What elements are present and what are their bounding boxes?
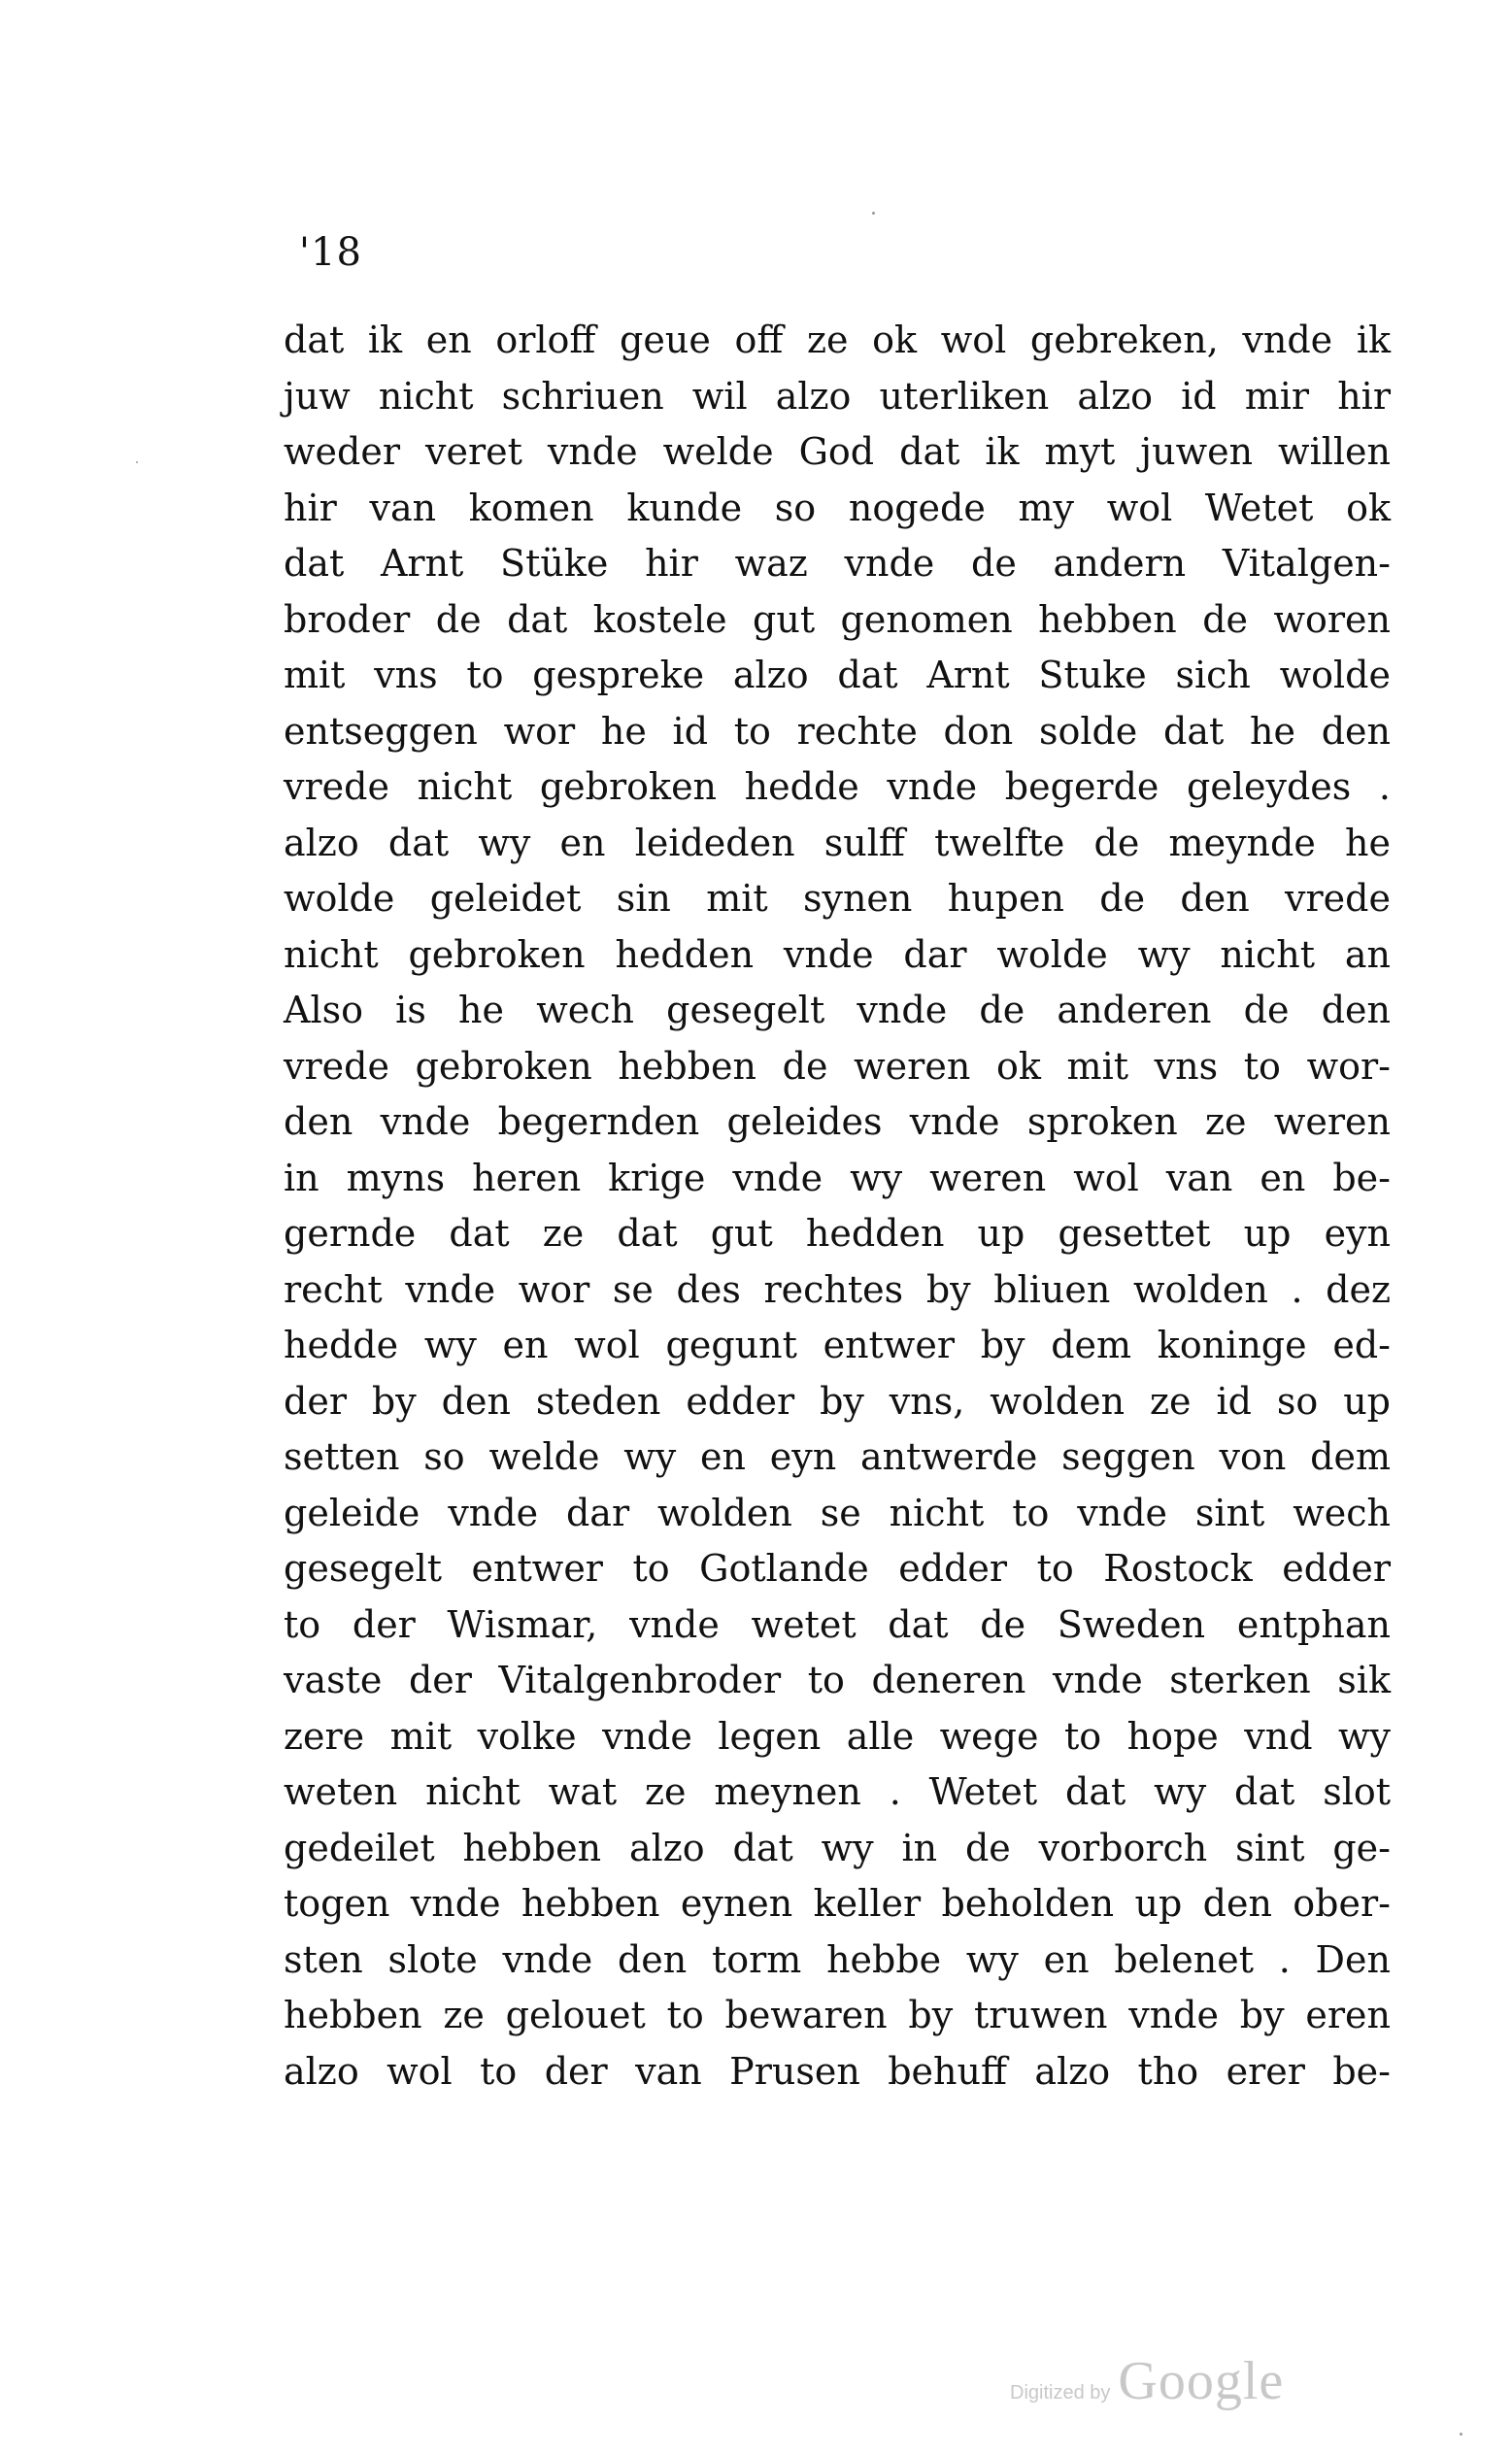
text-line: hedde wy en wol gegunt entwer by dem koninge ed-	[284, 1324, 1391, 1366]
text-line: entseggen wor he id to rechte don solde dat he den	[284, 709, 1391, 753]
text-line: weder veret vnde welde God dat ik myt juwen willen	[284, 430, 1391, 473]
text-line: dat ik en orloff geue off ze ok wol gebreken, vnde ik	[284, 319, 1391, 361]
text-line: broder de dat kostele gut genomen hebben de woren	[284, 597, 1391, 641]
text-line: vaste der Vitalgenbroder to deneren vnde sterken sik	[284, 1659, 1391, 1701]
text-line: setten so welde wy en eyn antwerde seggen von dem	[284, 1435, 1391, 1478]
watermark-prefix: Digitized by	[1010, 2382, 1111, 2404]
text-line: alzo wol to der van Prusen behuff alzo tho erer be-	[284, 2049, 1391, 2093]
google-logo: Google	[1118, 2351, 1285, 2411]
text-line: gesegelt entwer to Gotlande edder to Rostock edder	[284, 1547, 1391, 1590]
text-line: gernde dat ze dat gut hedden up gesettet up eyn	[284, 1212, 1391, 1255]
text-line: sten slote vnde den torm hebbe wy en belenet . Den	[284, 1937, 1391, 1981]
text-line: geleide vnde dar wolden se nicht to vnde sint wech	[284, 1491, 1391, 1534]
text-line: hir van komen kunde so nogede my wol Wetet ok	[284, 486, 1391, 529]
page-number: '18	[299, 230, 362, 275]
text-line: weten nicht wat ze meynen . Wetet dat wy dat slot	[284, 1770, 1391, 1813]
text-line: den vnde begernden geleides vnde sproken ze weren	[284, 1100, 1391, 1143]
text-line: in myns heren krige vnde wy weren wol van en be-	[284, 1156, 1391, 1199]
text-line: Also is he wech gesegelt vnde de anderen de den	[284, 989, 1391, 1031]
text-line: der by den steden edder by vns, wolden ze id so up	[284, 1379, 1391, 1423]
scan-speck	[872, 212, 875, 215]
text-line: vrede gebroken hebben de weren ok mit vns to wor-	[284, 1044, 1391, 1088]
text-line: juw nicht schriuen wil alzo uterliken alzo id mir hir	[284, 374, 1391, 418]
scan-speck	[136, 461, 138, 463]
text-line: mit vns to gespreke alzo dat Arnt Stuke sich wolde	[284, 654, 1391, 696]
text-line: togen vnde hebben eynen keller beholden up den ober-	[284, 1882, 1391, 1925]
text-line: vrede nicht gebroken hedde vnde begerde geleydes .	[284, 765, 1391, 808]
body-text	[284, 313, 1391, 2100]
scan-speck	[1460, 2433, 1462, 2436]
digitized-watermark	[1010, 2350, 1285, 2411]
text-line: zere mit volke vnde legen alle wege to hope vnd wy	[284, 1714, 1391, 1758]
text-line: dat Arnt Stüke hir waz vnde de andern Vitalgen-	[284, 542, 1391, 585]
text-line: nicht gebroken hedden vnde dar wolde wy nicht an	[284, 932, 1391, 976]
text-line: to der Wismar, vnde wetet dat de Sweden entphan	[284, 1602, 1391, 1646]
text-line: alzo dat wy en leideden sulff twelfte de meynde he	[284, 821, 1391, 864]
text-line: hebben ze gelouet to bewaren by truwen vnde by eren	[284, 1994, 1391, 2036]
text-line: gedeilet hebben alzo dat wy in de vorborch sint ge-	[284, 1826, 1391, 1869]
text-line: wolde geleidet sin mit synen hupen de den vrede	[284, 877, 1391, 920]
text-line: recht vnde wor se des rechtes by bliuen wolden . dez	[284, 1267, 1391, 1311]
